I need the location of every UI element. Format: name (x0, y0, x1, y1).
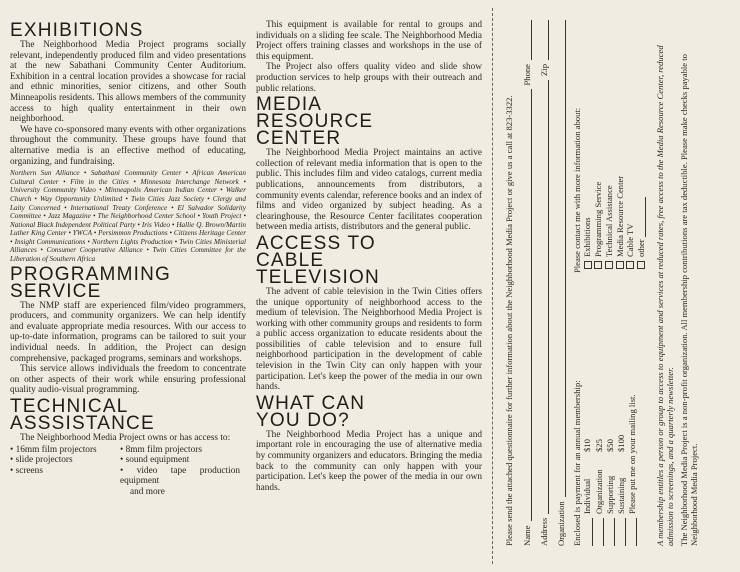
name-label: Name (522, 525, 532, 546)
technical-heading-line-1: TECHNICAL (10, 396, 129, 417)
equipment-item: • 16mm film projectors (10, 444, 97, 455)
membership-option[interactable]: Organization $25 (594, 289, 604, 546)
zip-label: Zip (539, 64, 549, 76)
membership-option[interactable]: Individual $10 (582, 289, 592, 546)
resource-center-para: The Neighborhood Media Project maintains an active collection of relevant media information that is open to the public. This includes film and video catalogs, current media publications, announcements from distributors, a community events calendar, reference books and an index of films and video organized by subject heading. As a clearinghouse, the Resource Center facilitates cooperation between media artists, distributors and the general public. (256, 148, 482, 233)
organization-field[interactable] (556, 20, 566, 497)
topic-checkbox[interactable]: Cable TV (625, 16, 635, 269)
what-can-you-do-para: The Neighborhood Media Project has a unique and important role in encouraging the use of alternative media by community organizers and educators. Bringing the media back to the community can only happen with your participation. Let's keep the power of the media in our own hands. (256, 429, 482, 493)
cosponsor-list: Northern Sun Alliance • Sabathani Community Center • African American Cultural Center • Film in the Cities • Minnesota Interchange Network • University Community Video • Minneapolis American Indian Center • Walker Church • Way Opportunity Unlimited • Twin Cities Jazz Society • Clergy and Laity Concerned • International Treaty Conference • El Salvador Solidarity Committee • Jazz Magazine • The Neighborhood Center School • Youth Project • National Black Independent Political Party • Iris Video • Hallie Q. Brown/Martin Luther King Center • YWCA • Persimmon Productions • Citizens Heritage Center • Insight Communications • Northern Lights Production • Twin Cities Ministerial Alliances • Consumer Cooperative Alliance • Twin Cities Committee for the Liberation of Southern Africa (10, 169, 246, 264)
equipment-list (10, 445, 246, 498)
membership-option[interactable]: Supporting $50 (605, 289, 615, 546)
membership-label: Enclosed is payment for an annual membership: (572, 380, 583, 546)
equipment-item: • video tape production equipment (120, 465, 240, 487)
name-phone-row (520, 16, 532, 546)
technical-para-1: The Neighborhood Media Project owns or has access to: (20, 433, 231, 443)
programming-para-1: The NMP staff are experienced film/video programmers, producers, and community organizers. We can help identify and evaluate appropriate media resources. With our access to up-to-date information, programs can be tailored to suit your individual needs. In addition, the Project can design comprehensive, packaged programs, seminars and workshops. (10, 300, 246, 364)
cable-heading-line-3: TELEVISION (256, 266, 380, 288)
topic-checkbox[interactable]: Media Resource Center (615, 16, 625, 269)
checkbox-icon (637, 261, 645, 269)
technical-heading-line-2: ASSSISTANCE (10, 413, 155, 434)
organization-row (554, 16, 566, 546)
phone-field[interactable] (522, 20, 532, 60)
questionnaire-panel (498, 8, 736, 564)
membership-section (572, 289, 646, 546)
mailing-list-option[interactable]: Please put me on your mailing list. (627, 289, 637, 546)
address-row (537, 16, 549, 546)
technical-heading (10, 398, 246, 432)
resource-heading-line-1: MEDIA (256, 94, 323, 116)
equipment-item: • slide projectors (10, 455, 73, 466)
what-can-you-do-heading (256, 392, 482, 431)
phone-label: Phone (522, 64, 532, 86)
resource-heading-line-2: RESOURCE (256, 111, 374, 133)
contact-section (572, 16, 646, 273)
cable-heading (256, 232, 482, 288)
topic-checkbox[interactable]: Exhibitions (582, 16, 592, 269)
organization-label: Organization (556, 501, 566, 546)
checkbox-icon (605, 261, 613, 269)
resource-heading-line-3: CENTER (256, 128, 342, 150)
programming-heading-line-2: SERVICE (10, 280, 102, 302)
topic-checkbox[interactable]: other (636, 16, 646, 269)
whatcan-heading-line-2: YOU DO? (256, 409, 350, 431)
topic-checkbox[interactable]: Technical Assistance (604, 16, 614, 269)
equipment-item: • screens (10, 465, 43, 476)
questionnaire-form (498, 8, 736, 564)
zip-field[interactable] (539, 20, 549, 60)
equipment-item: • 8mm film projectors (120, 444, 203, 455)
name-field[interactable] (522, 89, 532, 521)
resource-center-heading (256, 94, 482, 150)
topic-checkbox[interactable]: Programming Service (593, 16, 603, 269)
equipment-item: • sound equipment (120, 455, 190, 466)
left-column (10, 20, 246, 498)
programming-heading (10, 263, 246, 302)
perforation-line (492, 8, 493, 564)
contact-label: Please contact me with more information about: (572, 107, 583, 273)
checkbox-icon (616, 261, 624, 269)
production-services-para: The Project also offers quality video and slide show production services to help groups with their outreach and public relations. (256, 62, 482, 94)
whatcan-heading-line-1: WHAT CAN (256, 392, 366, 414)
exhibitions-para-1: The Neighborhood Media Project programs socially relevant, independently produced film and video presentations at the new Sabathani Community Center Auditorium. Exhibition in a central location provides a showcase for racial and ethnic minorities, senior citizens, and other South Minneapolis residents. This allows members of the community access to high quality entertainment in their own neighborhood. (10, 40, 246, 125)
cable-para: The advent of cable television in the Twin Cities offers the unique opportunity of neighborhood access to the medium of television. The Neighborhood Media Project is working with other community groups and residents to form a public access organization to educate residents about the possibilities of cable television and to ensure full neighborhood participation in the development of cable television in the Twin City can only happen with your participation. Let's keep the power of the media in our own hands. (256, 286, 482, 393)
address-field[interactable] (539, 80, 549, 514)
programming-heading-line-1: PROGRAMMING (10, 263, 171, 285)
form-intro: Please send the attached questionnaire for further information about the Neighborhood Media Project or give us a call at 823-3322. (504, 95, 514, 546)
exhibitions-para-2: We have co-sponsored many events with other organizations throughout the community. These groups have found that alternative media is an effective method of educating, organizing, and fundraising. (10, 124, 246, 167)
address-label: Address (539, 517, 549, 546)
equipment-item: and more (130, 486, 165, 497)
cable-heading-line-1: ACCESS TO (256, 232, 376, 254)
checkbox-icon (626, 261, 634, 269)
equipment-rental-para: This equipment is available for rental to groups and individuals on a sliding fee scale. The Neighborhood Media Project offers training classes and workshops in the use of this equipment. (256, 20, 482, 62)
right-column (256, 20, 482, 493)
checkbox-icon (584, 261, 592, 269)
checkbox-icon (594, 261, 602, 269)
programming-para-2: This service allows individuals the freedom to concentrate on other aspects of their work while ensuring professional quality audio-visual programming. (10, 364, 246, 396)
membership-footnote: A membership entitles a person or group to access to equipment and services at reduced rates, free access to the Media Resource Center, reduced admission to screenings, and a quarterly newsletter. (654, 45, 675, 546)
exhibitions-heading: EXHIBITIONS (10, 20, 144, 41)
membership-option[interactable]: Sustaining $100 (616, 289, 626, 546)
cable-heading-line-2: CABLE (256, 249, 325, 271)
nonprofit-footnote: The Neighborhood Media Project is a non-profit organization. All membership contributions are tax deductible. Please make checks payable to Neighborhood Media Project. (679, 54, 700, 546)
form-options (572, 16, 646, 546)
